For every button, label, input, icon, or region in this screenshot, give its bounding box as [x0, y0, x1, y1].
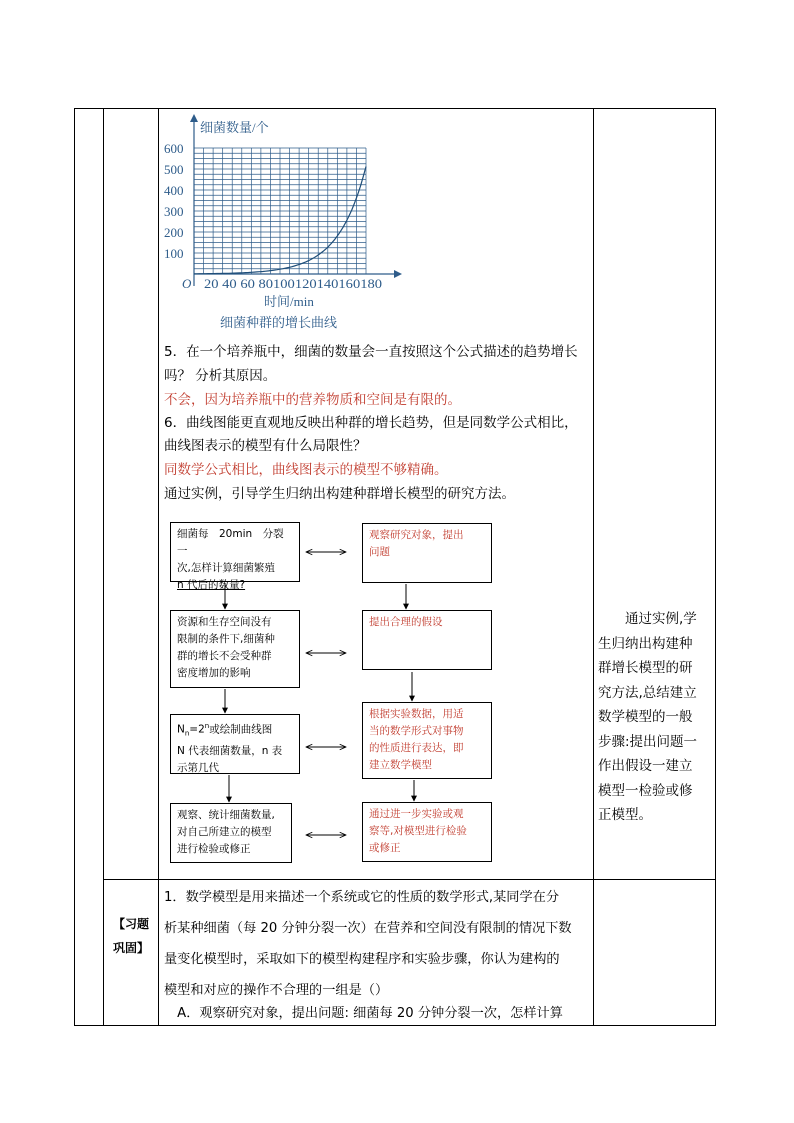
q5-answer: 不会，因为培养瓶中的营养物质和空间是有限的。	[164, 392, 461, 408]
exercise-line-1: 1．数学模型是用来描述一个系统或它的性质的数学形式,某同学在分	[164, 890, 560, 905]
x-axis-label: 时间/min	[264, 294, 314, 309]
x-tick-labels: 20 40 60 80100120140160180	[204, 276, 382, 291]
note-line-7: 作出假设一建立	[598, 758, 693, 774]
y-axis-arrow	[190, 114, 198, 122]
flow-left-1-line-2: 次,怎样计算细菌繁殖	[177, 562, 275, 574]
flow-left-1-line-1: 细菌每 20min 分裂一	[177, 528, 284, 557]
q6-answer: 同数学公式相比，曲线图表示的模型不够精确。	[164, 462, 448, 478]
q6-line2: 曲线图表示的模型有什么局限性？	[164, 438, 367, 454]
flow-left-2-line-2: 限制的条件下,细菌种	[177, 633, 275, 645]
table-border-col1	[103, 108, 104, 1026]
exercise-line-2: 析某种细菌（每 20 分钟分裂一次）在营养和空间没有限制的情况下数	[164, 921, 572, 936]
note-line-2: 生归纳出构建种	[598, 635, 693, 652]
flow-left-4-line-1: 观察、统计细菌数量,	[177, 809, 275, 821]
y-tick-label: 100	[164, 246, 184, 261]
chart-grid	[194, 148, 366, 274]
origin-label: O	[182, 276, 192, 291]
q6-line1: 6．曲线图能更直观地反映出种群的增长趋势，但是同数学公式相比，	[164, 415, 578, 431]
exercise-line-3: 量变化模型时，采取如下的模型构建程序和实验步骤，你认为建构的	[164, 952, 560, 967]
flow-left-1-line-3: n 代后的数量?	[177, 579, 246, 591]
flow-right-1-line-2: 问题	[369, 546, 390, 558]
flow-left-2-line-3: 群的增长不会受种群	[177, 650, 272, 662]
flow-right-3-line-1: 根据实验数据，用适	[369, 708, 464, 720]
flow-left-2-line-4: 密度增加的影响	[177, 667, 251, 679]
growth-curve-chart	[160, 112, 410, 334]
flow-right-3-line-3: 的性质进行表达，即	[369, 742, 464, 754]
table-border-right	[715, 108, 716, 1026]
section-label-line-2: 巩固】	[112, 941, 149, 955]
flow-left-4-line-3: 进行检验或修正	[177, 843, 251, 855]
flow-right-4-line-2: 察等,对模型进行检验	[369, 825, 467, 837]
flow-left-3-line-2: N 代表细菌数量，n 表	[177, 744, 283, 757]
note-line-9: 正模型。	[598, 807, 652, 823]
table-row-divider	[103, 879, 716, 880]
table-border-left	[74, 108, 75, 1026]
chart-title: 细菌种群的增长曲线	[220, 315, 338, 330]
note-line-1: 通过实例,学	[598, 611, 697, 627]
y-tick-label: 300	[164, 204, 184, 219]
section-label-line-1: 【习题	[112, 917, 149, 931]
y-axis-label: 细菌数量/个	[200, 120, 269, 135]
right-column-note	[598, 607, 714, 828]
y-tick-label: 500	[164, 162, 184, 177]
exercise-option-a: A．观察研究对象，提出问题: 细菌每 20 分钟分裂一次，怎样计算	[164, 1006, 563, 1021]
flow-right-3-line-4: 建立数学模型	[369, 759, 432, 771]
table-border-col3	[593, 108, 594, 1026]
table-border-col2	[158, 108, 159, 1026]
note-line-5: 数学模型的一般	[598, 709, 693, 725]
flow-right-4-line-3: 或修正	[369, 842, 401, 854]
flow-arrows	[160, 515, 590, 875]
section-label	[104, 912, 158, 960]
flow-left-3-line-3: 示第几代	[177, 761, 219, 774]
flow-right-4-line-1: 通过进一步实验或观	[369, 808, 464, 820]
guide-text: 通过实例，引导学生归纳出构建种群增长模型的研究方法。	[164, 486, 515, 502]
note-line-4: 究方法,总结建立	[598, 684, 697, 701]
note-line-8: 模型一检验或修	[598, 782, 693, 799]
flow-right-2-line-1: 提出合理的假设	[369, 616, 443, 628]
table-border-top	[74, 108, 716, 109]
q5-line2: 吗？ 分析其原因。	[164, 368, 277, 384]
flow-right-3-line-2: 当的数学形式对事物	[369, 725, 464, 737]
y-tick-label: 400	[164, 183, 184, 198]
note-line-3: 群增长模型的研	[598, 660, 693, 676]
y-tick-label: 600	[164, 141, 184, 156]
exercise-line-4: 模型和对应的操作不合理的一组是（）	[164, 983, 389, 998]
y-tick-label: 200	[164, 225, 184, 240]
x-axis-arrow	[394, 270, 402, 278]
flow-left-2-line-1: 资源和生存空间没有	[177, 616, 272, 628]
flow-left-4-line-2: 对自己所建立的模型	[177, 826, 272, 838]
flow-left-3-formula: $N_n=2^n$或绘制曲线图	[177, 722, 273, 738]
flow-right-1-line-1: 观察研究对象，提出	[369, 529, 464, 541]
note-line-6: 步骤:提出问题一	[598, 733, 698, 750]
q5-line1: 5．在一个培养瓶中，细菌的数量会一直按照这个公式描述的趋势增长	[164, 344, 578, 360]
